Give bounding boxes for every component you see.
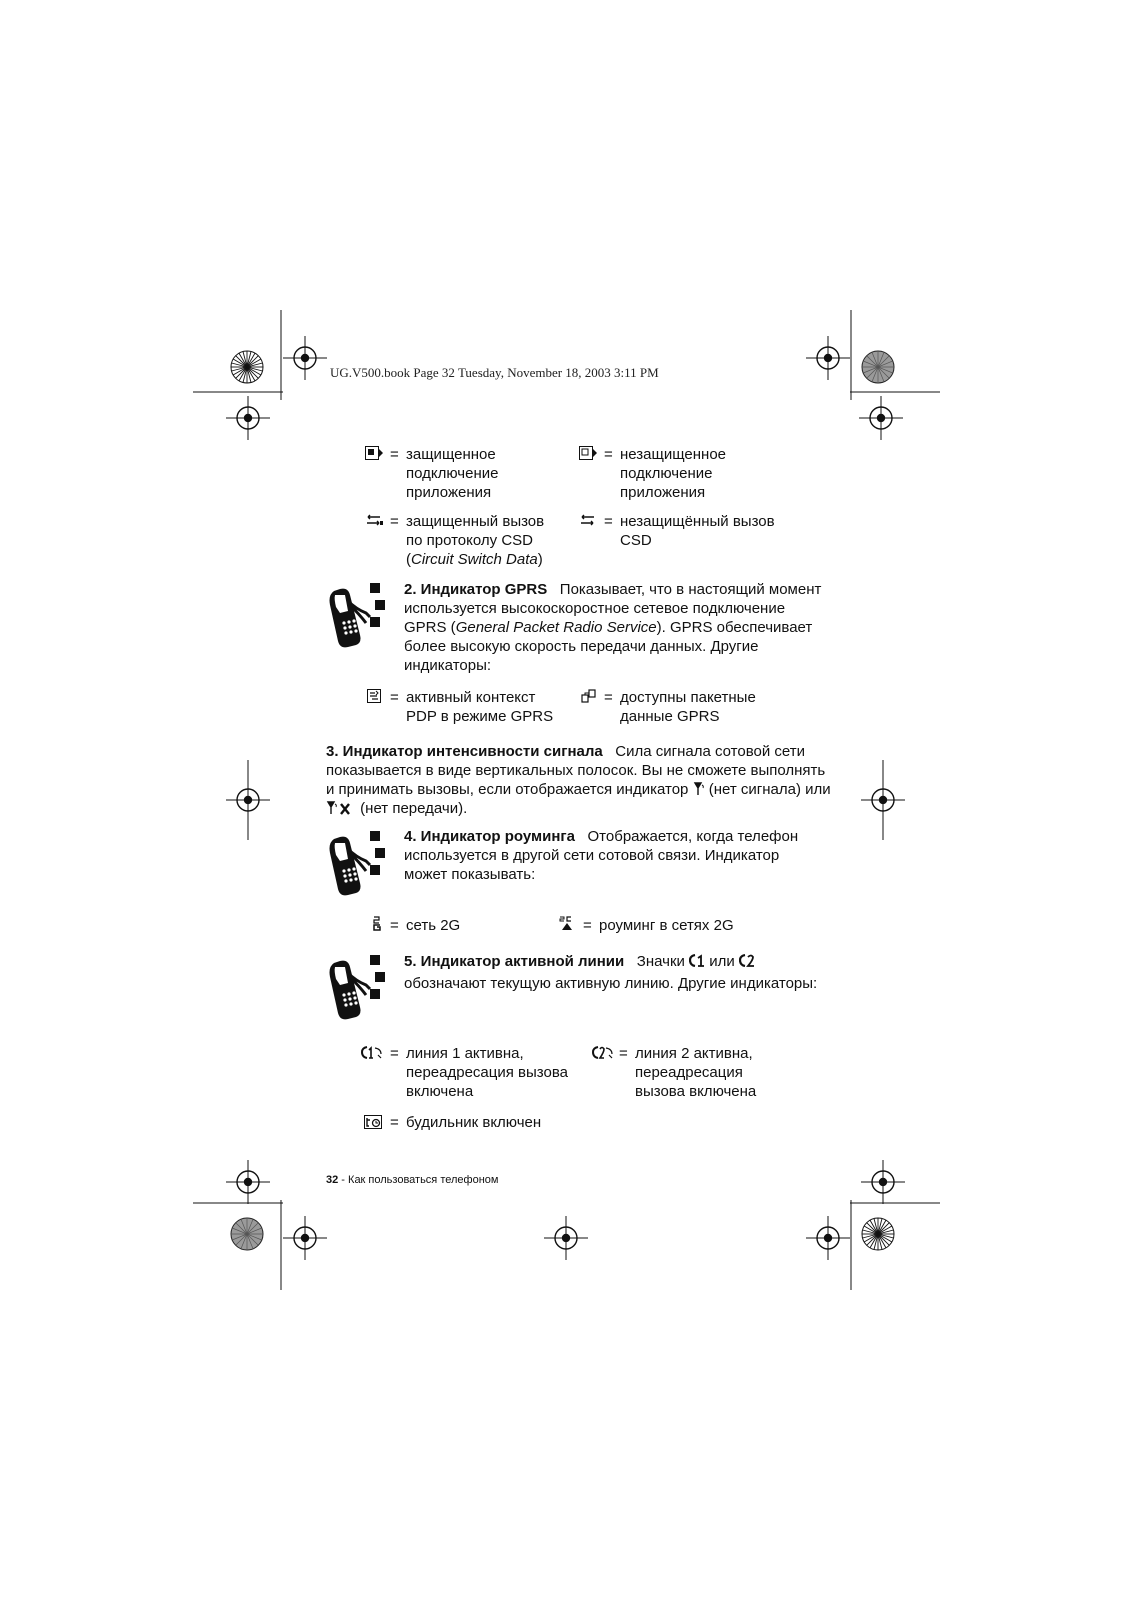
registration-mark-icon	[226, 1160, 270, 1204]
section5-line2: обозначают текущую активную линию. Другие индикаторы:	[404, 975, 818, 992]
section3-line3: и принимать вызовы, если отображается индикатор (нет сигнала) или	[326, 781, 831, 798]
registration-mark-icon	[226, 396, 270, 440]
equals-sign: =	[390, 917, 399, 934]
registration-mark-icon	[283, 336, 327, 380]
registration-mark-icon	[861, 1160, 905, 1204]
packet-label-2: данные GPRS	[620, 708, 720, 725]
equals-sign: =	[619, 1045, 628, 1062]
pdp-label-2: PDP в режиме GPRS	[406, 708, 554, 725]
section2-line5: индикаторы:	[404, 657, 492, 674]
secure-csd-icon	[365, 514, 383, 526]
section3-line2: показывается в виде вертикальных полосок. Вы не сможете выполнять	[326, 762, 826, 779]
alarm-clock-icon	[364, 1115, 382, 1129]
line1-forward-icon	[361, 1046, 383, 1059]
equals-sign: =	[604, 513, 613, 530]
net2g-label: сеть 2G	[406, 917, 461, 934]
line1-icon	[689, 954, 705, 967]
crop-mark	[862, 351, 894, 383]
equals-sign: =	[390, 513, 399, 530]
pdp-context-icon	[367, 689, 381, 703]
secure-app-icon	[365, 446, 383, 460]
section2-line1: 2. Индикатор GPRS Показывает, что в настоящий момент	[404, 581, 822, 598]
registration-mark-icon	[544, 1216, 588, 1260]
unsecure-csd-label-2: CSD	[620, 532, 652, 549]
secure-csd-label-1: защищенный вызов	[406, 513, 545, 530]
phone-note-icon	[326, 583, 396, 651]
section2-line2: используется высокоскоростное сетевое подключение	[404, 600, 786, 617]
crop-mark	[231, 351, 263, 383]
book-header: UG.V500.book Page 32 Tuesday, November 18, 2003 3:11 PM	[330, 365, 659, 380]
packet-label-1: доступны пакетные	[620, 689, 756, 706]
equals-sign: =	[390, 689, 399, 706]
line1-fwd-label-2: переадресация вызова	[406, 1064, 568, 1081]
no-transmit-icon	[326, 801, 356, 815]
registration-mark-icon	[283, 1216, 327, 1260]
crop-mark	[231, 1218, 263, 1250]
secure-app-label-3: приложения	[406, 484, 492, 501]
registration-mark-icon	[859, 396, 903, 440]
phone-note-icon	[326, 955, 396, 1023]
section5-line1: 5. Индикатор активной линии Значки или	[404, 952, 755, 971]
line1-fwd-label-1: линия 1 активна,	[406, 1045, 524, 1062]
line2-fwd-label-3: вызова включена	[635, 1083, 757, 1100]
unsecure-csd-icon	[579, 514, 597, 526]
section3-line1: 3. Индикатор интенсивности сигнала Сила сигнала сотовой сети	[326, 743, 806, 760]
unsecure-csd-label-1: незащищённый вызов	[620, 513, 775, 530]
equals-sign: =	[390, 1114, 399, 1131]
unsecure-app-label-2: подключение	[620, 465, 713, 482]
no-signal-icon	[693, 782, 705, 796]
packet-data-icon	[581, 689, 597, 703]
section2-line4: более высокую скорость передачи данных. Другие	[404, 638, 759, 655]
line1-fwd-label-3: включена	[406, 1083, 474, 1100]
roaming-2g-icon	[559, 915, 575, 931]
line2-forward-icon	[592, 1046, 614, 1059]
equals-sign: =	[604, 446, 613, 463]
secure-csd-label-2: по протоколу CSD	[406, 532, 533, 549]
section3-line4: (нет передачи).	[326, 799, 467, 818]
section4-line3: может показывать:	[404, 866, 536, 883]
equals-sign: =	[583, 917, 592, 934]
equals-sign: =	[604, 689, 613, 706]
secure-csd-label-3: (Circuit Switch Data)	[406, 551, 543, 568]
section4-line2: используется в другой сети сотовой связи. Индикатор	[404, 847, 780, 864]
alarm-label: будильник включен	[406, 1114, 542, 1131]
unsecure-app-label-3: приложения	[620, 484, 706, 501]
roam2g-label: роуминг в сетях 2G	[599, 917, 734, 934]
secure-app-label-1: защищенное	[406, 446, 496, 463]
phone-note-icon	[326, 831, 396, 899]
section4-line1: 4. Индикатор роуминга Отображается, когда телефон	[404, 828, 799, 845]
equals-sign: =	[390, 446, 399, 463]
registration-mark-icon	[806, 1216, 850, 1260]
unsecure-app-label-1: незащищенное	[620, 446, 727, 463]
unsecure-app-icon	[579, 446, 597, 460]
line2-fwd-label-1: линия 2 активна,	[635, 1045, 753, 1062]
page-footer: 32 - Как пользоваться телефоном	[326, 1174, 499, 1186]
network-2g-icon	[372, 915, 382, 931]
equals-sign: =	[390, 1045, 399, 1062]
line2-fwd-label-2: переадресация	[635, 1064, 743, 1081]
secure-app-label-2: подключение	[406, 465, 499, 482]
registration-mark-icon	[806, 336, 850, 380]
pdp-label-1: активный контекст	[406, 689, 536, 706]
line2-icon	[739, 954, 755, 967]
section2-line3: GPRS (General Packet Radio Service). GPRS обеспечивает	[404, 619, 813, 636]
crop-mark	[862, 1218, 894, 1250]
